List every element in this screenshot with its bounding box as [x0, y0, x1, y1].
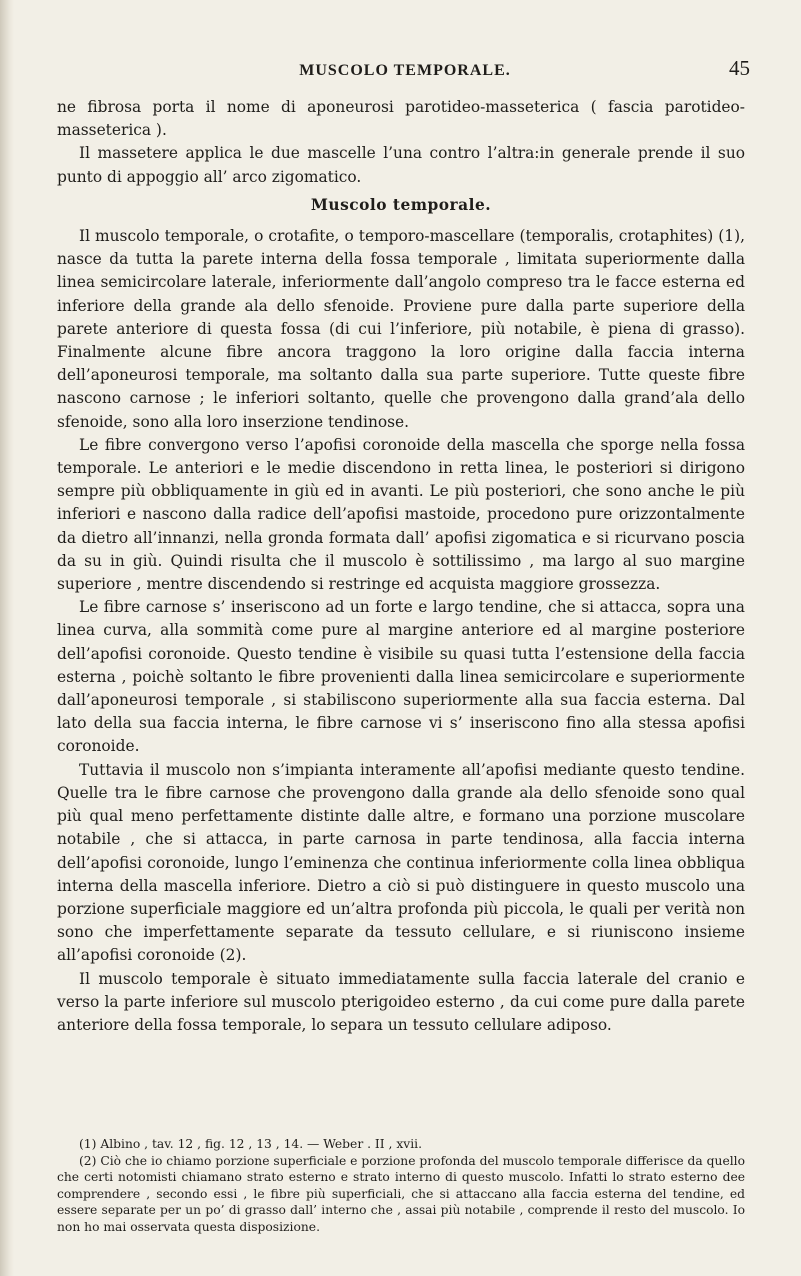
- paragraph-masseter-action: Il massetere applica le due mascelle l’una contro l’altra:in generale prende il suo punto di appoggio all’ arco zigomatico.: [57, 144, 745, 186]
- paragraph-continuation: ne fibrosa porta il nome di aponeurosi parotideo-masseterica ( fascia parotideo-masseterica ).: [57, 98, 745, 140]
- paragraph-insertion: Tuttavia il muscolo non s’impianta interamente all’apofisi mediante questo tendine. Quelle tra le fibre carnose che provengono dalla grande ala dello sfenoide sono qual più qual meno perfettamente distinte dalle altre, e formano una porzione muscolare notabile , che si attacca, in parte carnosa in parte tendinosa, alla faccia interna dell’apofisi coronoide, lungo l’eminenza che continua inferiormente colla linea obbliqua interna della mascella inferiore. Dietro a ciò si può distinguere in questo muscolo una porzione superficiale maggiore ed un’altra profonda più piccola, le quali per verità non sono che imperfettamente separate da tessuto cellulare, e si riuniscono insieme all’apofisi coronoide (2).: [57, 760, 745, 965]
- paragraph-tendon: Le fibre carnose s’ inseriscono ad un forte e largo tendine, che si attacca, sopra una linea curva, alla sommità come pure al margine anteriore ed al margine posteriore dell’apofisi coronoide. Questo tendine è visibile su quasi tutta l’estensione della faccia esterna , poichè soltanto le fibre provenienti dalla linea semicircolare e superiormente dall’aponeurosi temporale , si stabiliscono superiormente alla sua faccia esterna. Dal lato della sua faccia interna, le fibre carnose vi s’ inseriscono fino alla stessa apofisi coronoide.: [57, 598, 745, 756]
- paragraph-fibres: Le fibre convergono verso l’apofisi coronoide della mascella che sporge nella fossa temporale. Le anteriori e le medie discendono in retta linea, le posteriori si dirigono sempre più obbliquamente in giù ed in avanti. Le più posteriori, che sono anche le più inferiori e nascono dalla radice dell’apofisi mastoide, procedono pure orizzontalmente da dietro all’innanzi, nella gronda formata dall’ apofisi zigomatica e si ricurvano poscia da su in giù. Quindi risulta che il muscolo è sottilissimo , ma largo al suo margine superiore , mentre discendendo si restringe ed acquista maggiore grossezza.: [57, 435, 745, 594]
- page-number: 45: [729, 56, 750, 80]
- page-gutter-shadow: [0, 0, 14, 1276]
- paragraph-origin: Il muscolo temporale, o crotafite, o temporo-mascellare (temporalis, crotaphites) (1), nasce da tutta la parete interna della fossa temporale , limitata superiormente dalla linea semicircolare laterale, inferiormente dall’angolo compreso tra le facce esterna ed inferiore della grande ala dello sfenoide. Proviene pure dalla parte superiore della parete anteriore di questa fossa (di cui l’inferiore, più notabile, è piena di grasso). Finalmente alcune fibre ancora traggono la loro origine dalla faccia interna dell’aponeurosi temporale, ma soltanto dalla sua parte superiore. Tutte queste fibre nascono carnose ; le inferiori soltanto, quelle che provengono dalla grand’ala dello sfenoide, sono alla loro inserzione tendinose.: [57, 227, 745, 431]
- footnotes: [57, 1136, 745, 1236]
- footnote-2: (2) Ciò che io chiamo porzione superficiale e porzione profonda del muscolo temporale differisce da quello che certi notomisti chiamano strato esterno e strato interno di questo muscolo. Infatti lo strato esterno dee comprendere , secondo essi , le fibre più superficiali, che si attaccano alla faccia esterna del tendine, ed essere separate per un po’ di grasso dall’ interno che , assai più notabile , comprende il resto del muscolo. Io non ho mai osservata questa disposizione.: [57, 1153, 745, 1234]
- main-text: [57, 96, 745, 1037]
- footnote-1: (1) Albino , tav. 12 , fig. 12 , 13 , 14. — Weber . II , xvii.: [79, 1137, 423, 1151]
- running-head: MUSCOLO TEMPORALE.: [299, 62, 511, 79]
- page-header: [60, 56, 750, 86]
- paragraph-position: Il muscolo temporale è situato immediatamente sulla faccia laterale del cranio e verso la parte inferiore sul muscolo pterigoideo esterno , da cui come pure dalla parete anteriore della fossa temporale, lo separa un tessuto cellulare adiposo.: [57, 969, 745, 1034]
- section-title: Muscolo temporale.: [310, 195, 492, 214]
